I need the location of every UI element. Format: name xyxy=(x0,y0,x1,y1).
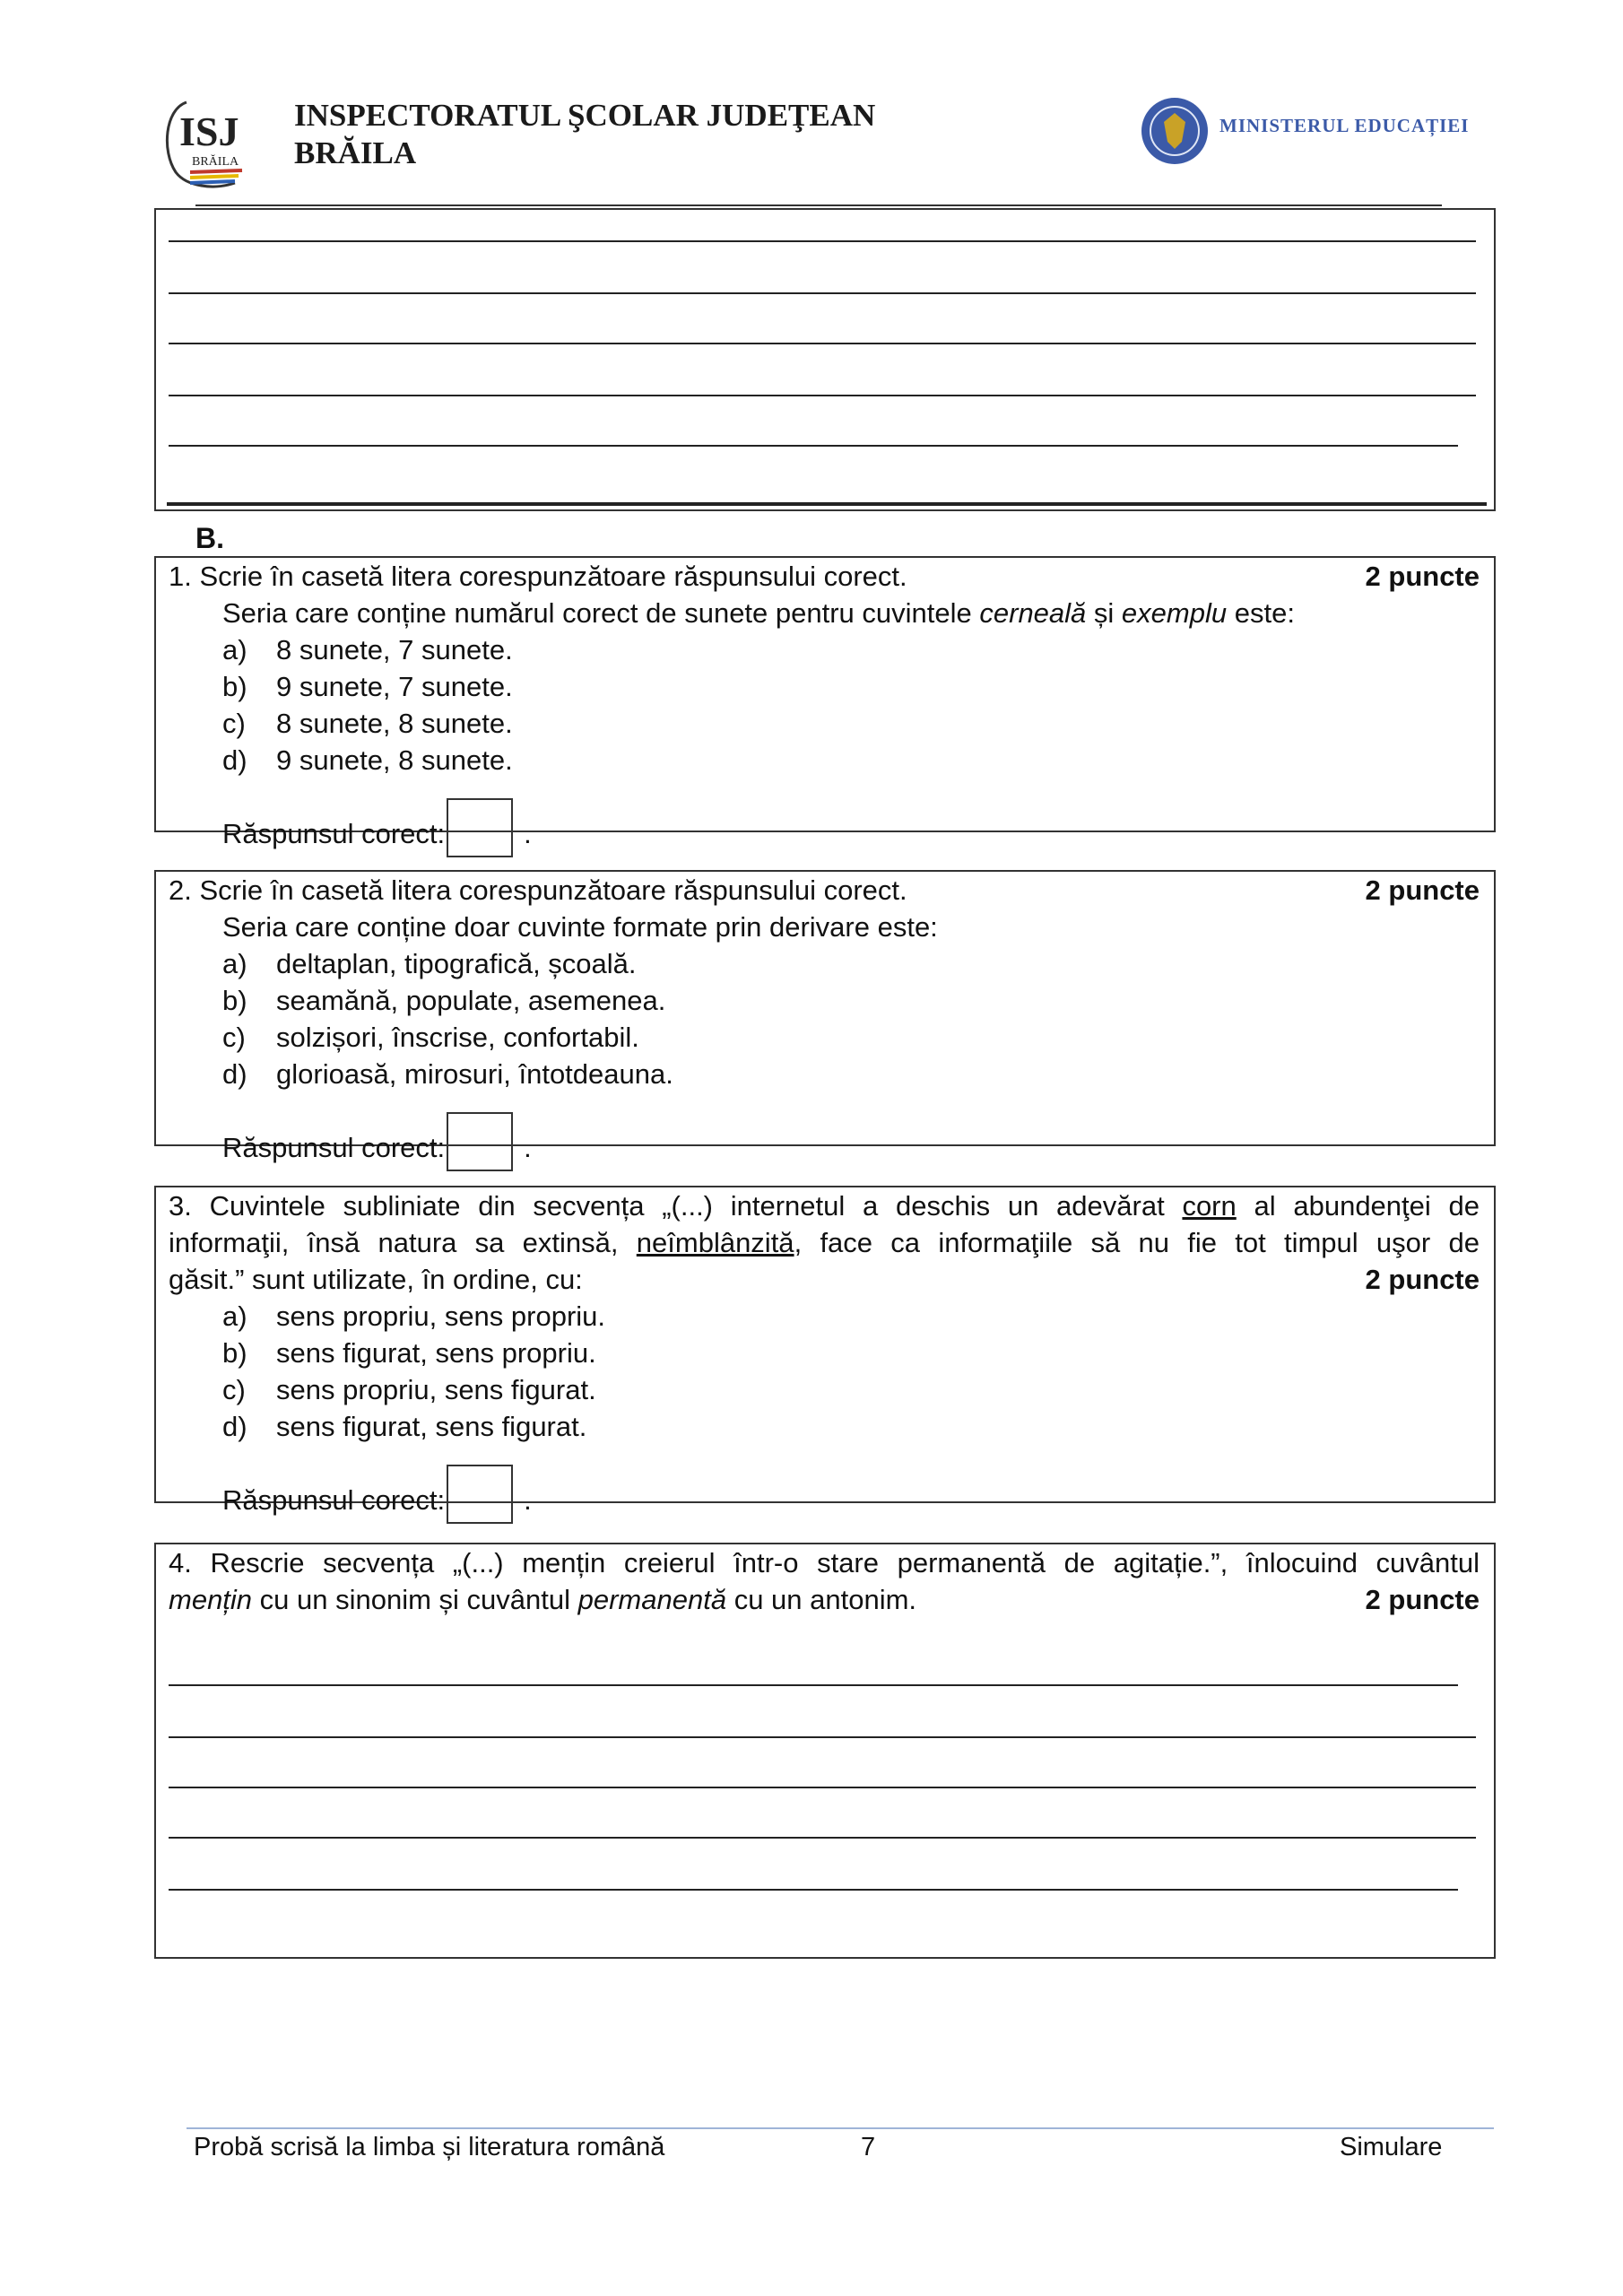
isj-logo-letters: ISJ xyxy=(179,109,239,154)
option-c: c) sens propriu, sens figurat. xyxy=(222,1374,596,1405)
ministry-seal-icon xyxy=(1139,95,1211,167)
word-mentin: mențin xyxy=(169,1584,253,1615)
writing-line[interactable] xyxy=(169,1787,1476,1788)
question-1 xyxy=(169,558,1480,849)
writing-line[interactable] xyxy=(169,343,1476,344)
writing-line[interactable] xyxy=(169,395,1476,396)
option-d: d) glorioasă, mirosuri, întotdeauna. xyxy=(222,1058,673,1090)
question-1-stem: Seria care conține numărul corect de sunete pentru cuvintele cerneală și exemplu este: xyxy=(222,597,1295,629)
answer-row: Răspunsul corect: . xyxy=(169,793,1480,830)
writing-line[interactable] xyxy=(167,502,1487,506)
question-2-points: 2 puncte xyxy=(1365,874,1480,906)
isj-logo-sub: BRĂILA xyxy=(192,155,239,169)
institution-name xyxy=(294,97,875,172)
answer-lines-box xyxy=(154,208,1496,511)
option-c: c) solzișori, înscrise, confortabil. xyxy=(222,1022,639,1053)
underlined-word-corn: corn xyxy=(1182,1190,1237,1222)
option-a: a) 8 sunete, 7 sunete. xyxy=(222,634,513,665)
question-4-text-line1: 4. Rescrie secvența „(...) mențin creierul într-o stare permanentă de agitație.”, înlocuind cuvântul xyxy=(169,1547,1480,1578)
option-b: b) sens figurat, sens propriu. xyxy=(222,1337,596,1369)
question-3-text-line2: informaţii, însă natura sa extinsă, neîmblânzită, face ca informaţiile să nu fie tot timpul uşor de xyxy=(169,1227,1480,1258)
question-2-stem: Seria care conține doar cuvinte formate prin derivare este: xyxy=(222,911,938,943)
question-2-instruction: 2. Scrie în casetă litera corespunzătoare răspunsului corect. xyxy=(169,874,907,906)
writing-line[interactable] xyxy=(169,1684,1458,1686)
answer-label: Răspunsul corect: xyxy=(222,1132,446,1163)
stem-word-exemplu: exemplu xyxy=(1121,597,1228,629)
writing-line[interactable] xyxy=(169,1889,1458,1891)
underlined-word-neimblanzita: neîmblânzită xyxy=(636,1227,794,1258)
answer-label: Răspunsul corect: xyxy=(222,1484,446,1516)
option-d: d) sens figurat, sens figurat. xyxy=(222,1411,587,1442)
word-permanenta: permanentă xyxy=(577,1584,727,1615)
question-3 xyxy=(169,1187,1480,1516)
option-d: d) 9 sunete, 8 sunete. xyxy=(222,744,513,776)
footer-subject: Probă scrisă la limba și literatura română xyxy=(194,2133,665,2161)
writing-line[interactable] xyxy=(169,1736,1476,1738)
question-3-points: 2 puncte xyxy=(1365,1264,1480,1295)
answer-box[interactable] xyxy=(447,798,513,857)
option-b: b) seamănă, populate, asemenea. xyxy=(222,985,666,1016)
header-divider xyxy=(195,204,1442,206)
option-c: c) 8 sunete, 8 sunete. xyxy=(222,708,513,739)
writing-line[interactable] xyxy=(169,292,1476,294)
writing-line[interactable] xyxy=(169,445,1458,447)
answer-row: Răspunsul corect: . xyxy=(169,1107,1480,1144)
question-4-text-line2: mențin cu un sinonim și cuvântul permanentă cu un antonim. xyxy=(169,1584,917,1615)
answer-box[interactable] xyxy=(447,1465,513,1524)
writing-line[interactable] xyxy=(169,1837,1476,1839)
stem-word-cerneala: cerneală xyxy=(979,597,1087,629)
question-3-text-line1: 3. Cuvintele subliniate din secvența „(...) internetul a deschis un adevărat corn al abundenţei de xyxy=(169,1190,1480,1222)
question-4 xyxy=(169,1544,1480,1618)
option-a: a) deltaplan, tipografică, școală. xyxy=(222,948,637,979)
answer-label: Răspunsul corect: xyxy=(222,818,446,849)
answer-box[interactable] xyxy=(447,1112,513,1171)
footer-exam-type: Simulare xyxy=(1340,2133,1443,2161)
section-label: B. xyxy=(195,522,224,554)
question-1-instruction: 1. Scrie în casetă litera corespunzătoare răspunsului corect. xyxy=(169,561,907,592)
writing-line[interactable] xyxy=(169,240,1476,242)
question-4-points: 2 puncte xyxy=(1365,1584,1480,1615)
question-3-text-line3: găsit.” sunt utilizate, în ordine, cu: xyxy=(169,1264,583,1295)
footer-page-number: 7 xyxy=(861,2133,876,2161)
question-2 xyxy=(169,872,1480,1163)
option-a: a) sens propriu, sens propriu. xyxy=(222,1300,606,1332)
institution-line1: INSPECTORATUL ŞCOLAR JUDEŢEAN xyxy=(294,98,876,133)
answer-row: Răspunsul corect: . xyxy=(169,1459,1480,1496)
ministry-name: MINISTERUL EDUCAȚIEI xyxy=(1219,115,1470,136)
institution-line2: BRĂILA xyxy=(294,135,417,170)
isj-logo xyxy=(160,97,269,192)
option-b: b) 9 sunete, 7 sunete. xyxy=(222,671,513,702)
question-1-points: 2 puncte xyxy=(1365,561,1480,592)
